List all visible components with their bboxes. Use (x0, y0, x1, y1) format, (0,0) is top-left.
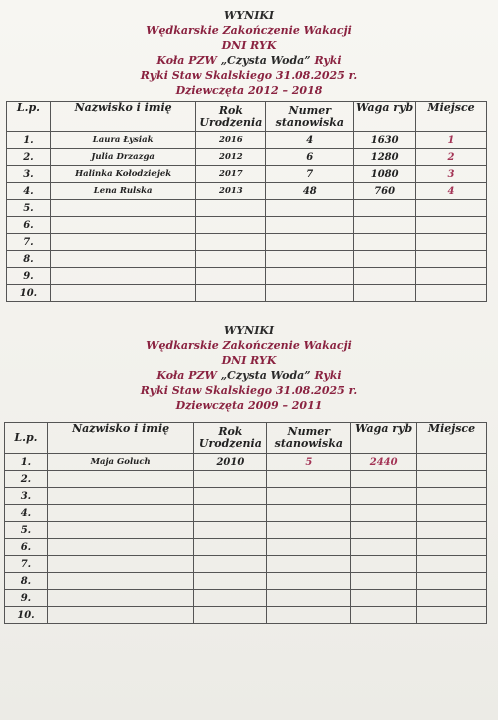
row-lp: 6. (7, 217, 51, 234)
header-club (0, 53, 498, 68)
row-place (416, 285, 487, 302)
row-lp: 9. (7, 268, 51, 285)
row-station (266, 285, 354, 302)
header-event: Wędkarskie Zakończenie Wakacji (146, 24, 352, 37)
row-name (47, 488, 194, 505)
row-station: 6 (266, 149, 354, 166)
row-year (196, 285, 266, 302)
row-place (416, 251, 487, 268)
row-weight: 1630 (354, 132, 416, 149)
table-row (5, 590, 487, 607)
col-header-lp: L.p. (7, 102, 51, 132)
row-year (194, 573, 267, 590)
row-station (267, 471, 351, 488)
header-title: WYNIKI (223, 9, 275, 22)
row-place (417, 556, 487, 573)
row-weight (351, 573, 417, 590)
row-weight: 2440 (351, 454, 417, 471)
row-name: Halinka Kołodziejek (50, 166, 196, 183)
col-header-place: Miejsce (417, 423, 487, 454)
table-row (5, 522, 487, 539)
row-year: 2010 (194, 454, 267, 471)
row-station: 48 (266, 183, 354, 200)
header-event: Wędkarskie Zakończenie Wakacji (146, 339, 352, 352)
row-year (194, 590, 267, 607)
row-year (196, 234, 266, 251)
row-name (47, 522, 194, 539)
row-lp: 8. (7, 251, 51, 268)
row-place (417, 573, 487, 590)
row-weight (351, 488, 417, 505)
row-weight (351, 607, 417, 624)
row-place (417, 488, 487, 505)
row-weight (354, 285, 416, 302)
table-row (7, 149, 487, 166)
table-header-row (7, 102, 487, 132)
row-weight: 760 (354, 183, 416, 200)
row-year (194, 505, 267, 522)
row-year (194, 607, 267, 624)
row-place (417, 454, 487, 471)
table-row (7, 183, 487, 200)
row-lp: 7. (7, 234, 51, 251)
results-header-1 (0, 8, 498, 98)
row-weight (351, 471, 417, 488)
results-table-1 (6, 101, 487, 302)
row-place (416, 234, 487, 251)
row-place: 1 (416, 132, 487, 149)
row-place: 3 (416, 166, 487, 183)
table-row (5, 471, 487, 488)
row-lp: 2. (7, 149, 51, 166)
header-subtitle: DNI RYK (221, 39, 277, 52)
table-row (5, 539, 487, 556)
club-prefix: Koła PZW (156, 369, 221, 382)
row-station (267, 573, 351, 590)
table-row (5, 454, 487, 471)
row-name (50, 285, 196, 302)
row-year: 2012 (196, 149, 266, 166)
results-table-2 (4, 422, 487, 624)
row-lp: 5. (7, 200, 51, 217)
col-header-station: Numer stanowiska (267, 423, 351, 454)
row-place (417, 522, 487, 539)
row-station: 5 (267, 454, 351, 471)
row-name (47, 556, 194, 573)
col-header-year: Rok Urodzenia (194, 423, 267, 454)
row-lp: 3. (5, 488, 48, 505)
club-name: „Czysta Woda” (220, 54, 311, 67)
row-lp: 4. (7, 183, 51, 200)
row-name (50, 217, 196, 234)
row-weight (354, 234, 416, 251)
table-row (7, 251, 487, 268)
table-row (5, 505, 487, 522)
club-suffix: Ryki (310, 369, 342, 382)
header-venue: Ryki Staw Skalskiego 31.08.2025 r. (140, 384, 358, 397)
col-header-year: Rok Urodzenia (196, 102, 266, 132)
row-place (416, 217, 487, 234)
row-weight (354, 217, 416, 234)
row-lp: 2. (5, 471, 48, 488)
row-station (266, 200, 354, 217)
header-title: WYNIKI (223, 324, 275, 337)
club-suffix: Ryki (310, 54, 342, 67)
row-station (267, 488, 351, 505)
row-year (194, 522, 267, 539)
row-name (47, 573, 194, 590)
row-lp: 1. (7, 132, 51, 149)
row-weight (354, 200, 416, 217)
table-row (7, 268, 487, 285)
row-station: 7 (266, 166, 354, 183)
row-weight: 1280 (354, 149, 416, 166)
row-lp: 9. (5, 590, 48, 607)
row-weight (351, 505, 417, 522)
row-weight (351, 556, 417, 573)
row-lp: 10. (7, 285, 51, 302)
row-lp: 3. (7, 166, 51, 183)
row-name (50, 268, 196, 285)
row-year (194, 488, 267, 505)
header-venue: Ryki Staw Skalskiego 31.08.2025 r. (140, 69, 358, 82)
table-row (7, 166, 487, 183)
table-header-row (5, 423, 487, 454)
row-year (196, 200, 266, 217)
table-row (7, 132, 487, 149)
row-weight (354, 268, 416, 285)
row-year (194, 471, 267, 488)
row-place: 4 (416, 183, 487, 200)
club-name: „Czysta Woda” (220, 369, 311, 382)
row-name: Laura Łysiak (50, 132, 196, 149)
header-category: Dziewczęta 2009 – 2011 (175, 399, 323, 412)
row-name (47, 505, 194, 522)
col-header-name: Nazwisko i imię (50, 102, 196, 132)
row-station: 4 (266, 132, 354, 149)
row-lp: 1. (5, 454, 48, 471)
row-year: 2013 (196, 183, 266, 200)
row-lp: 4. (5, 505, 48, 522)
header-club (0, 368, 498, 383)
row-station (266, 268, 354, 285)
row-year (196, 268, 266, 285)
row-weight (351, 590, 417, 607)
row-weight: 1080 (354, 166, 416, 183)
row-name (50, 234, 196, 251)
row-lp: 7. (5, 556, 48, 573)
header-category: Dziewczęta 2012 – 2018 (175, 84, 323, 97)
row-name: Julia Drzazga (50, 149, 196, 166)
row-station (266, 251, 354, 268)
row-lp: 5. (5, 522, 48, 539)
row-weight (351, 539, 417, 556)
row-year (196, 251, 266, 268)
row-place (416, 200, 487, 217)
row-station (267, 607, 351, 624)
row-lp: 8. (5, 573, 48, 590)
table-row (7, 234, 487, 251)
row-weight (351, 522, 417, 539)
table-row (7, 200, 487, 217)
header-subtitle: DNI RYK (221, 354, 277, 367)
col-header-station: Numer stanowiska (266, 102, 354, 132)
row-lp: 6. (5, 539, 48, 556)
row-weight (354, 251, 416, 268)
row-name: Maja Goluch (47, 454, 194, 471)
row-place (417, 607, 487, 624)
row-year (196, 217, 266, 234)
row-lp: 10. (5, 607, 48, 624)
table-row (5, 556, 487, 573)
row-station (267, 522, 351, 539)
table-row (7, 285, 487, 302)
row-place: 2 (416, 149, 487, 166)
results-header-2 (0, 323, 498, 413)
row-station (266, 217, 354, 234)
col-header-lp: L.p. (5, 423, 48, 454)
row-name: Lena Rulska (50, 183, 196, 200)
row-name (47, 539, 194, 556)
table-row (5, 488, 487, 505)
row-year (194, 556, 267, 573)
row-year: 2017 (196, 166, 266, 183)
table-row (7, 217, 487, 234)
row-station (267, 590, 351, 607)
row-name (47, 607, 194, 624)
row-name (50, 200, 196, 217)
row-place (417, 505, 487, 522)
col-header-weight: Waga ryb (351, 423, 417, 454)
row-name (47, 471, 194, 488)
row-station (267, 505, 351, 522)
row-station (267, 556, 351, 573)
col-header-name: Nazwisko i imię (47, 423, 194, 454)
club-prefix: Koła PZW (156, 54, 221, 67)
row-name (50, 251, 196, 268)
row-place (417, 590, 487, 607)
col-header-weight: Waga ryb (354, 102, 416, 132)
row-place (416, 268, 487, 285)
row-station (266, 234, 354, 251)
row-place (417, 471, 487, 488)
col-header-place: Miejsce (416, 102, 487, 132)
table-row (5, 607, 487, 624)
row-year (194, 539, 267, 556)
row-station (267, 539, 351, 556)
row-place (417, 539, 487, 556)
row-name (47, 590, 194, 607)
table-row (5, 573, 487, 590)
row-year: 2016 (196, 132, 266, 149)
